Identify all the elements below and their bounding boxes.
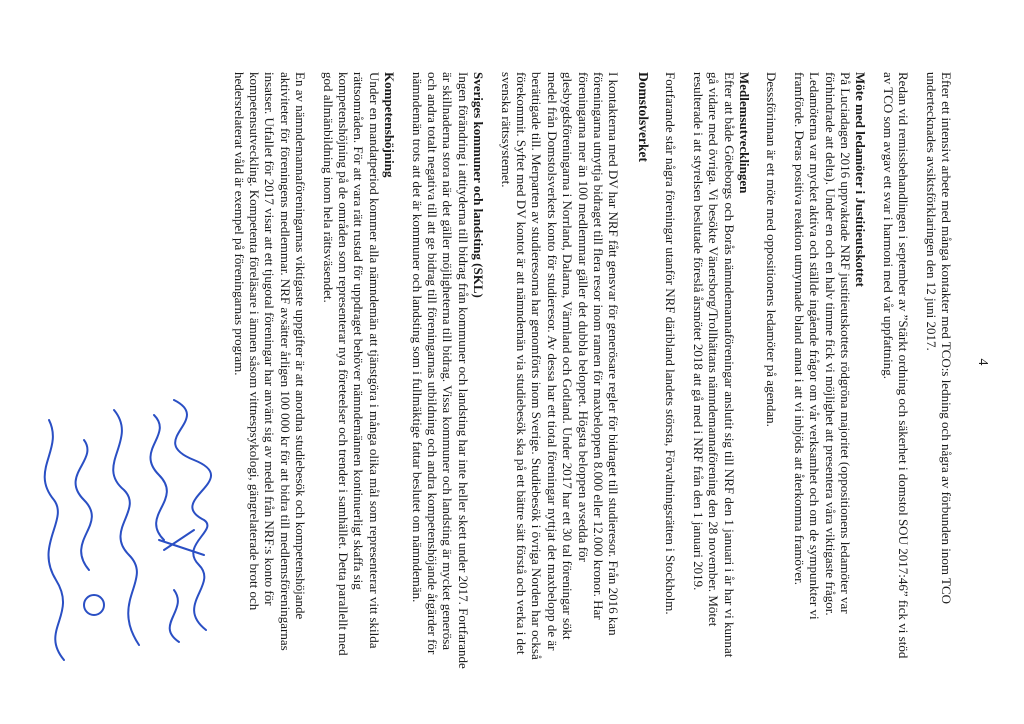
section-paragraph: På Luciadagen 2016 uppvaktade NRF justitieutskottets rödgröna majoritet (oppositionens ledamöter var förhindrade att delta). Under en och en halv timme fick vi möjlighet att presentera våra viktigaste frågor. Ledamöterna var mycket aktiva och ställde ingående frågor om vår verksamhet och om de sympunkter vi framförde. Deras positiva reaktion utmynnade bland annat i att vi inbjöds att återkomma framöver. [791,72,853,620]
section-kompetenshojning [320,72,397,670]
signature-stroke [150,415,166,540]
section-heading: Sveriges kommuner och landsting (SKL) [471,72,487,298]
page-number: 4 [975,358,990,366]
section-heading: Möte med ledamöter i Justitieutskottet [853,72,869,287]
section-heading: Kompetenshöjning [382,72,398,178]
section-skl [409,72,486,670]
signature-stroke [76,440,92,570]
intro-paragraph: Efter ett intensivt arbete med många kontakter med TCO:s ledning och några av förbunden inom TCO undertecknades avsiktsförklaringen den 12 juni 2017. [923,72,954,605]
section-paragraph: Desssförinnan är ett möte med oppositionens ledamöter på agendan. [764,72,780,427]
main-heading: Domstolsverket [635,72,651,162]
signature-stroke [170,590,179,642]
signature-stroke [45,420,64,660]
section-paragraph: Fortfarande står några föreningar utanför NRF däribland landets största, Förvaltningsrätten i Stockholm. [663,72,679,615]
body-text [219,72,954,670]
intro-paragraph: Redan vid remissbehandlingen i september av ”Stärkt ordning och säkerhet i domstol SOU 2017:46” fick vi stöd av TCO som avgav ett svar i harmoni med vår uppfattning. [880,72,912,659]
closing-paragraph: En av nämndemannaföreningarnas viktigaste uppgifter är att anordna studiebesök och kompetenshöjande aktiviteter för föreningens medlemmar. NRF avsätter årligen 100 000 kr för att bidra till medlemsföreningarnas insatser. Utfallet för 2017 visar att ett tjugotal föreningar har använt sig av medel från NRF:s konto för kompetensutveckling. Kompetenta föreläsare i ämnen såsom vittnespsykologi, gängrelaterade brott och hedersrelaterat våld är exempel på föreningarnas program. [231,72,309,651]
section-paragraph: Ingen förändring i attityderna till bidrag från kommuner och landsting har inte heller skett under 2017. Fortfarande är skillnaderna stora när det gäller möjligheterna till bidrag. Vissa kommuner och landsting är mycket generösa och andra totalt negativa till att ge bidrag till föreningarnas utbildning och andra kompetenshöjande åtgärder för nämndemän trots att det är kommuner och landsting som i fullmäktige fattar beslutet om nämndemän. [409,72,471,669]
domstolsverket-paragraph: I kontakterna med DV har NRF fått gensvar för generösare regler för bidraget till studieresor. Från 2016 kan föreningarna utnyttja bidraget till flera resor inom ramen för maxbeloppen 8.000 eller 12.000 kronor. Har föreningarna mer än 100 medlemmar gäller det dubbla beloppet. Högsta beloppen avsedda för glesbygdsföreningarna i Norrland, Dalarna, Värmland och Gotland. Under 2017 har ett 30 tal föreningar sökt medel från Domstolsverkets konto för studieresor. Av dessa har ett tiotal föreningar nyttjat det maxbelopp de är berättigade till. Merparten av studieresorna har genomförts inom Sverige. Studiebesök i övriga Norden har också förekommit. Syftet med DV kontot är att nämndemän via studiebesök ska på ett bättre sätt förstå och verka i det svenska rättssystemet. [498,72,622,660]
signature-stroke [84,595,104,615]
section-heading: Medlemsutvecklingen [736,72,752,194]
section-paragraph: Efter att både Göteborgs och Borås nämndemannaföreningar anslutit sig till NRF den 1 januari i år har vi kunnat gå vidare med övriga. Vi besökte Vänersborg/Trollhättans nämndemannaförening den 28 november. Mötet resulterade i att styrelsen beslutade föreslå årsmötet 2018 att gå med i NRF från den 1 januari 2019. [690,72,737,658]
intro-block [880,72,954,670]
section-paragraph: Under en mandatperiod kommer alla nämndemän att tjänstgöra i många olika mål som representerar vitt skilda rättsområden. För att vara rätt rustad för uppdraget behöver nämndemännen kontinuerligt skaffa sig kompetenshöjning på de områden som representerar nya företeelser och trender i samhället. Detta parallellt med god allmänbildning inom hela rättsväsendet. [320,72,382,656]
signature-stroke [113,410,139,645]
section-justitieutskottet [764,72,868,670]
handwritten-signatures [14,380,234,680]
section-medlemsutvecklingen [663,72,752,670]
signature-stroke [174,400,211,630]
